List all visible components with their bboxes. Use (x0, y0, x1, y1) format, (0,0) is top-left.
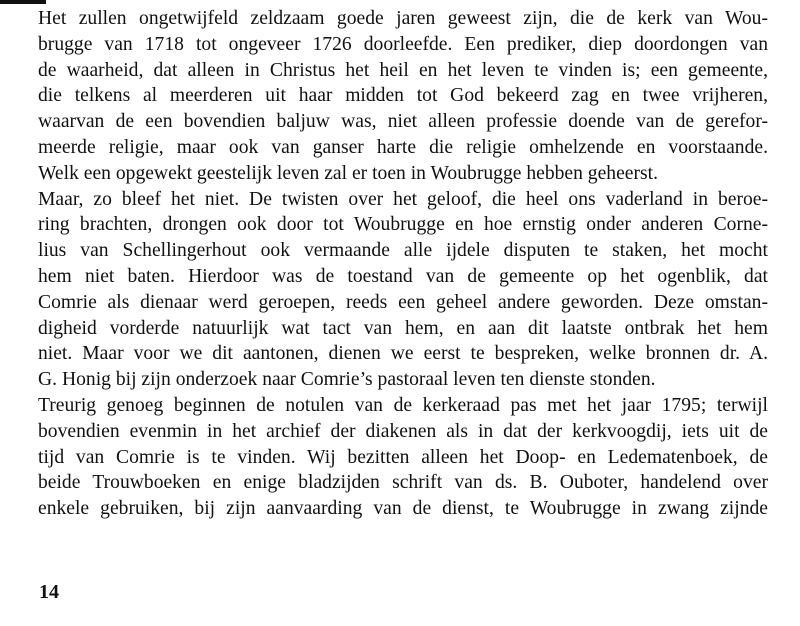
body-text (38, 6, 768, 522)
text-line: lius van Schellingerhout ook vermaande alle ijdele disputen te staken, het mocht (38, 240, 768, 262)
text-line: Het zullen ongetwijfeld zeldzaam goede jaren geweest zijn, die de kerk van Wou- (38, 8, 768, 29)
text-line: tijd van Comrie is te vinden. Wij bezitten alleen het Doop- en Ledematenboek, de (38, 446, 768, 468)
text-line: ring brachten, drongen ook door tot Woubrugge en hoe ernstig onder anderen Corne- (38, 214, 768, 236)
text-line: Welk een opgewekt geestelijk leven zal er toen in Woubrugge hebben geheerst. (38, 162, 658, 184)
text-line: meerde religie, maar ook van ganser harte die religie omhelzende en voorstaande. (38, 136, 768, 158)
text-line: de waarheid, dat alleen in Christus het heil en het leven te vinden is; een gemeente, (38, 59, 768, 81)
text-line: waarvan de een bovendien baljuw was, niet alleen professie doende van de gerefor- (38, 111, 768, 133)
text-line: die telkens al meerderen uit haar midden tot God bekeerd zag en twee vrijheren, (38, 85, 768, 107)
text-line: bovendien evenmin in het archief der diakenen als in dat der kerkvoogdij, iets uit de (38, 420, 768, 442)
text-line: digheid vorderde natuurlijk wat tact van hem, en aan dit laatste ontbrak het hem (38, 317, 768, 339)
text-line: niet. Maar voor we dit aantonen, dienen we eerst te bespreken, welke bronnen dr. A. (38, 343, 768, 365)
text-line: Treurig genoeg beginnen de notulen van de kerkeraad pas met het jaar 1795; terwijl (38, 394, 768, 416)
text-line: Comrie als dienaar werd geroepen, reeds een geheel andere geworden. Deze omstan- (38, 291, 768, 313)
page-number: 14 (39, 581, 59, 603)
scan-edge-mark (0, 0, 46, 4)
text-line: hem niet baten. Hierdoor was de toestand van de gemeente op het ogenblik, dat (38, 265, 768, 287)
text-line: beide Trouwboeken en enige bladzijden schrift van ds. B. Ouboter, handelend over (38, 472, 768, 494)
text-line: G. Honig bij zijn onderzoek naar Comrie’s pastoraal leven ten dienste stonden. (38, 369, 656, 391)
text-line: Maar, zo bleef het niet. De twisten over het geloof, die heel ons vaderland in beroe- (38, 188, 768, 210)
text-line: enkele gebruiken, bij zijn aanvaarding van de dienst, te Woubrugge in zwang zijnde (38, 498, 768, 520)
text-line: brugge van 1718 tot ongeveer 1726 doorleefde. Een prediker, diep doordongen van (38, 33, 768, 55)
